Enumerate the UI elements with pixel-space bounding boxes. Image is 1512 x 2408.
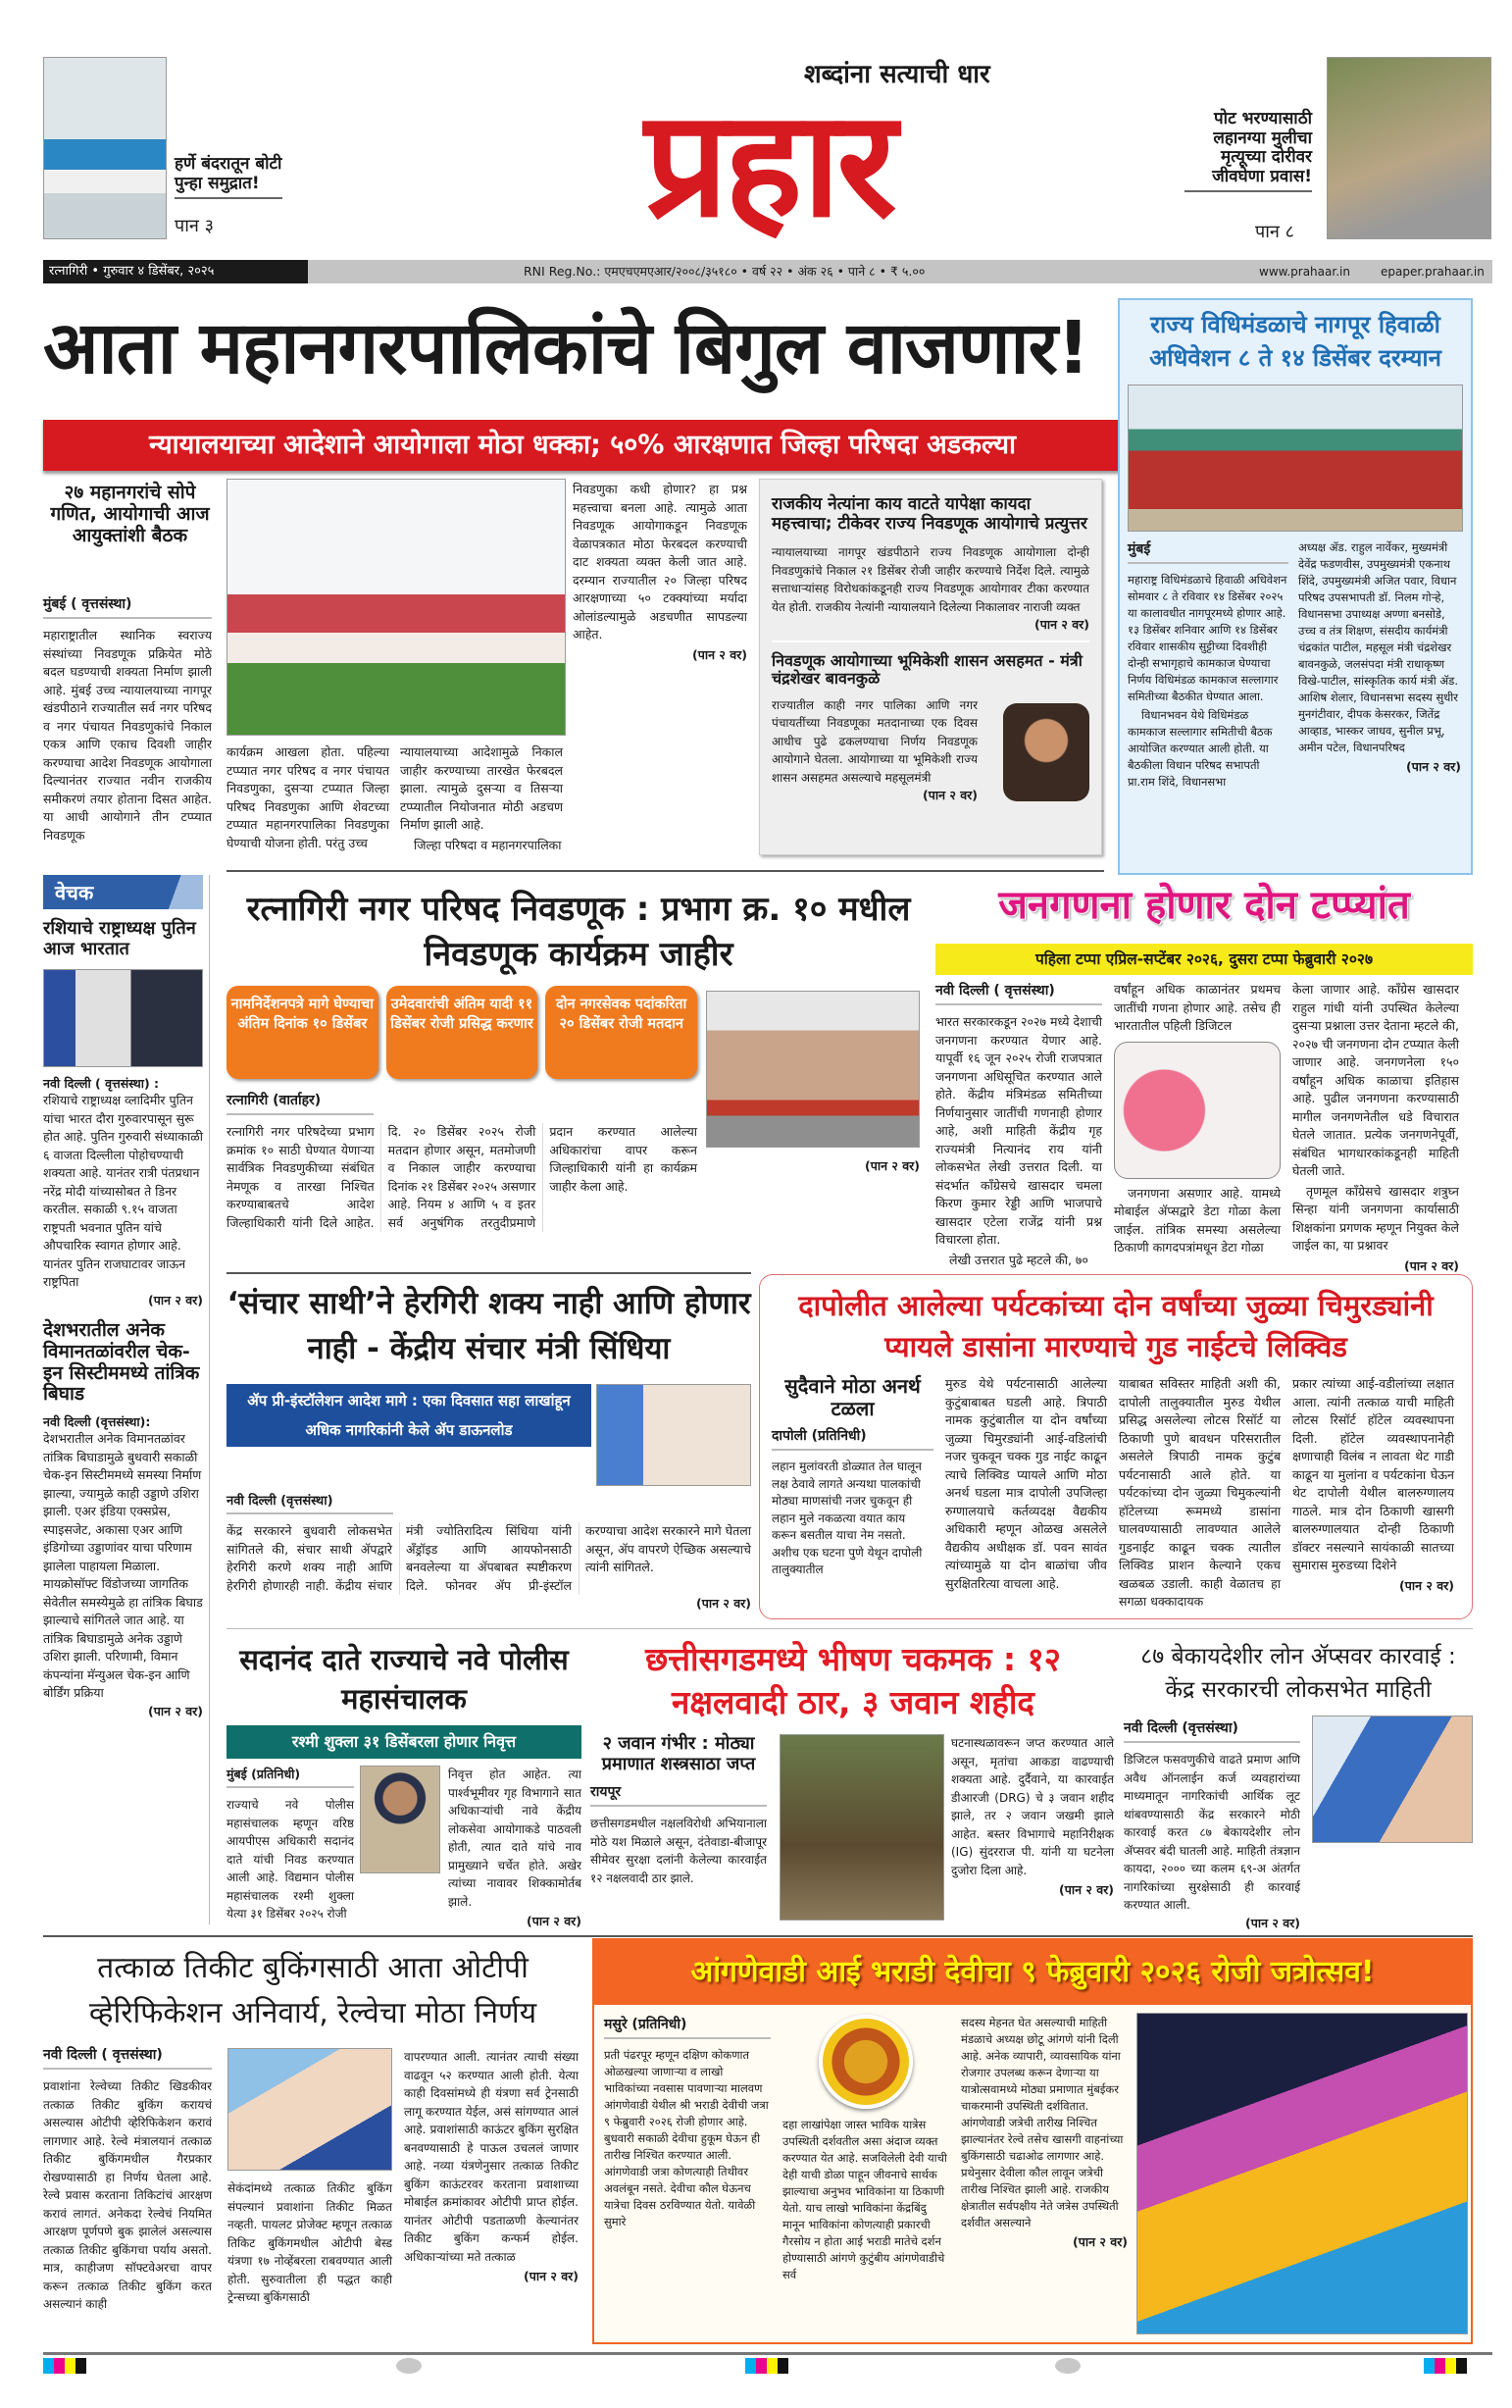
sanchar-subhead: ॲप प्री-इंस्टॉलेशन आदेश मागे : एका दिवसात सहा लाखांहून अधिक नागरिकांनी केले ॲप डाऊनलोड bbox=[227, 1384, 591, 1447]
census-headline[interactable]: जनगणना होणार दोन टप्प्यांत bbox=[998, 883, 1410, 928]
dapoli-col4 bbox=[1292, 1375, 1454, 1612]
edition-date: रत्नागिरी • गुरुवार ४ डिसेंबर, २०२५ bbox=[43, 260, 308, 283]
loan-text: डिजिटल फसवणुकीचे वाढते प्रमाण आणि अवैध ऑनलाईन कर्ज व्यवहारांच्या माध्यमातून नागरिकांची आर्थिक लूट थांबवण्यासाठी केंद्र सरकारने मोठी कारवाई करत ८७ बेकायदेशीर लोन ॲप्सवर बंदी घातली आहे. माहिती तंत्रज्ञान कायदा, २००० च्या कलम ६९-अ अंतर्गत नागरिकांच्या सुरक्षेसाठी ही कारवाई करण्यात आली. bbox=[1124, 1753, 1300, 1912]
dgp-headline[interactable]: सदानंद दाते राज्याचे नवे पोलीस महासंचालक bbox=[239, 1643, 569, 1716]
dapoli-side-headline[interactable]: सुदैवाने मोठा अनर्थ टळला bbox=[784, 1374, 921, 1420]
court-box-headline[interactable]: राजकीय नेत्यांना काय वाटते यापेक्षा कायदा महत्त्वाचा; टीकेवर राज्य निवडणूक आयोगाचे प्रत्युत्तर bbox=[772, 494, 1087, 534]
lead-banner: न्यायालयाच्या आदेशाने आयोगाला मोठा धक्का; ५०% आरक्षणात जिल्हा परिषदा अडकल्या bbox=[43, 420, 1122, 471]
dapoli-col3-text: याबाबत सविस्तर माहिती अशी की, दापोली तालुक्यातील मुरुड येथील प्रसिद्ध असलेल्या लोटस रिसॉर्ट या ठिकाणी पुणे बावधन परिसरातील असलेले त्रिपाठी नामक कुटुंब पर्यटनासाठी आले होते. या पर्यटकांच्या दोन जुळ्या चिमुकल्यांनी हॉटेलच्या रूममध्ये डासांना घालवण्यासाठी लावण्यात आलेले गुडनाईट काढून चक्क त्यातील लिक्विड प्राशन केल्याने एकच खळबळ उडाली. काही वेळातच हा सगळा धक्कादायक bbox=[1119, 1376, 1281, 1609]
sanchar-dateline: नवी दिल्ली (वृत्तसंस्था) bbox=[227, 1491, 393, 1514]
dgp-col2 bbox=[448, 1766, 581, 1931]
municipal-building-photo bbox=[706, 991, 920, 1148]
tatkal-col2: सेकंदांमध्ये तत्काळ तिकीट बुकिंग संपल्यानं प्रवाशांना तिकीट मिळत नव्हती. पायलट प्रोजेक्ट म्हणून तत्काळ तिकिट बुकिंगमधील ओटीपी बेस्ड यंत्रणा १७ नोव्हेंबरला राबवण्यात आली होती. सुरुवातीला ही पद्धत काही ट्रेन्सच्या बुकिंगसाठी bbox=[227, 2181, 392, 2304]
dgp-col1-text: राज्याचे नवे पोलीस महासंचालक म्हणून वरिष्ठ आयपीएस अधिकारी सदानंद दाते यांची निवड करण्यात आली आहे. विद्यमान पोलीस महासंचालक रश्मी शुक्ला येत्या ३१ डिसेंबर २०२५ रोजी bbox=[227, 1798, 354, 1921]
dapoli-col4-text: प्रकार त्यांच्या आई-वडीलांच्या लक्षात आला. त्यांनी तत्काळ याची माहिती लोटस रिसॉर्ट हॉटेल व्यवस्थापना दिली. हॉटेल व्यवस्थापनानेही क्षणाचाही विलंब न लावता थेट गाडी काढून या मुलांना व पर्यटकांना घेऊन थेट दापोली येथील बालरुग्णालय गाठले. मात्र दोन ठिकाणी खासगी बालरुग्णालयात दोन्ही ठिकाणी डॉक्टर नसल्याने सायंकाळी सातच्या सुमारास मुरुडच्या दिशेने bbox=[1292, 1376, 1454, 1572]
bawankule-text: राज्यातील काही नगर पालिका आणि नगर पंचायतींच्या निवडणूका मतदानाच्या एक दिवस आधीच पुढे ढकलण्याचा निर्णय निवडणूक आयोगाने घेतला. आयोगाच्या या भूमिकेशी राज्य शासन असहमत असल्याचे महसूलमंत्री bbox=[772, 697, 978, 785]
continued-marker: (पान २ वर) bbox=[1404, 1257, 1459, 1273]
dapoli-box bbox=[759, 1274, 1473, 1619]
dgp-subhead: रश्मी शुक्ला ३१ डिसेंबरला होणार निवृत्त bbox=[227, 1725, 581, 1759]
census-col3-text: केला जाणार आहे. काँग्रेस खासदार राहुल गांधी यांनी उपस्थित केलेल्या दुसऱ्या प्रश्नाला उत्तर देताना म्हटले की, २०२७ ची जनगणना दोन टप्प्यात केली जाणार आहे. जनगणनेला १५० वर्षांहून अधिक काळाचा इतिहास आहे. पुढील जनगणना करण्यासाठी मागील जनगणनेतील धडे विचारात घेतले जातात. प्रत्येक जनगणनेपूर्वी, संबंधित भागधारकांकडूनही माहिती घेतली जाते. bbox=[1292, 982, 1459, 1178]
naxal-col1-text: छत्तीसगडमधील नक्षलविरोधी अभियानाला मोठे यश मिळाले असून, दंतेवाडा-बीजापूर सीमेवर सुरक्षा दलांनी केलेल्या कारवाईत १२ नक्षलवादी ठार झाले. bbox=[590, 1817, 767, 1885]
angnewadi-col1-text: प्रती पंढरपूर म्हणून दक्षिण कोकणात ओळखल्या जाणाऱ्या व लाखो भाविकांच्या नवसास पावणाऱ्या मालवण आंगणेवाडी येथील श्री भराडी देवीची जत्रा ९ फेब्रुवारी २०२६ रोजी होणार आहे. बुधवारी सकाळी देवीचा हुकूम घेऊन ही तारीख निश्चित करण्यात आली. आंगणेवाडी जत्रा कोणत्याही तिथीवर अवलंबून नसते. देवीचा कौल घेऊनच यात्रेचा दिवस ठरविण्यात येतो. यावेळी सुमारे bbox=[604, 2048, 769, 2229]
angnewadi-headline[interactable]: आंगणेवाडी आई भराडी देवीचा ९ फेब्रुवारी २०२६ रोजी जत्रोत्सव! bbox=[594, 1940, 1471, 2005]
encounter-photo bbox=[780, 1734, 944, 1921]
court-box bbox=[759, 479, 1102, 855]
continued-marker: (पान २ वर) bbox=[865, 1158, 920, 1173]
sanchar-body bbox=[227, 1491, 751, 1612]
dgp-col2-text: निवृत्त होत आहेत. त्या पार्श्वभूमीवर गृह विभागाने सात अधिकाऱ्यांची नावे केंद्रीय लोकसेवा आयोगाकडे पाठवली होती, त्यात दाते यांचे नाव प्रामुख्याने चर्चेत होते. अखेर त्यांच्या नावावर शिक्कामोर्तब झाले. bbox=[448, 1768, 581, 1909]
color-registration-mark bbox=[745, 2358, 788, 2374]
sadanand-date-photo bbox=[360, 1766, 440, 1873]
right-teaser[interactable]: पोट भरण्यासाठी लहानग्या मुलीचा मृत्यूच्या दोरीवर जीवघेणा प्रवास! bbox=[1184, 110, 1312, 192]
angnewadi-box bbox=[592, 1938, 1473, 2344]
tagline: शब्दांना सत्याची धार bbox=[804, 60, 990, 89]
website-link[interactable]: www.prahaar.in bbox=[1259, 265, 1350, 279]
naxal-col1 bbox=[590, 1734, 767, 1887]
court-box-text: न्यायालयाच्या नागपूर खंडपीठाने राज्य निवडणूक आयोगाला दोन्ही निवडणुकांचे निकाल २१ डिसेंबर रोजी जाहीर करण्याचे निर्देश दिले. त्यामुळे सत्ताधाऱ्यांसह विरोधकांकडूनही राज्य निवडणूक आयोगावर टीका करण्यात येत होती. राजकीय नेत्यांनी न्यायालयाने दिलेल्या निकालावर नाराजी व्यक्त bbox=[772, 545, 1089, 614]
otp-phone-photo bbox=[227, 2048, 392, 2171]
tatkal-dateline: नवी दिल्ली ( वृत्तसंस्था) bbox=[43, 2045, 212, 2070]
loan-headline[interactable]: ८७ बेकायदेशीर लोन ॲप्सवर कारवाई : केंद्र सरकारची लोकसभेत माहिती bbox=[1140, 1644, 1456, 1703]
epaper-link[interactable]: epaper.prahaar.in bbox=[1381, 265, 1485, 279]
session-col2 bbox=[1298, 539, 1461, 793]
census-dateline: नवी दिल्ली ( वृत्तसंस्था) bbox=[935, 981, 1102, 1005]
census-col2 bbox=[1114, 981, 1281, 1275]
continued-marker: (पान २ वर) bbox=[527, 1914, 581, 1928]
vechak-text: रशियाचे राष्ट्राध्यक्ष व्लादिमीर पुतिन यांचा भारत दौरा गुरुवारपासून सुरू होत आहे. पुतिन गुरुवारी संध्याकाळी ६ वाजता दिल्लीला पोहोचण्याची शक्यता आहे. यानंतर रात्री पंतप्रधान नरेंद्र मोदी यांच्यासोबत ते डिनर करतील. सकाळी ९.१५ वाजता राष्ट्रपती भवनात पुतिन यांचे औपचारिक स्वागत होणार आहे. यानंतर पुतिन राजघाटावर जाऊन राष्ट्रपिता bbox=[43, 1093, 203, 1290]
session-col1b-text: विधानभवन येथे विधिमंडळ कामकाज सल्लागार समितीची बैठक आयोजित करण्यात आली होती. या बैठकीला विधान परिषद सभापती प्रा.राम शिंदे, विधानसभा bbox=[1128, 708, 1273, 789]
ratnagiri-cont bbox=[706, 1157, 920, 1174]
census-col3b-text: तृणमूल काँग्रेसचे खासदार शत्रुघ्न सिन्हा यांनी जनगणना कार्यासाठी शिक्षकांना प्रगणक म्हणून नियुक्त केले जाईल का, या प्रश्नावर bbox=[1292, 1183, 1459, 1253]
lead-side-headline[interactable]: २७ महानगरांचे सोपे गणित, आयोगाची आज आयुक्तांशी बैठक bbox=[50, 482, 210, 546]
divider bbox=[43, 1935, 1473, 1937]
census-col1-text: भारत सरकारकडून २०२७ मध्ये देशाची जनगणना करण्यात येणार आहे. यापूर्वी १६ जून २०२५ रोजी राजपत्रात जनगणना अधिसूचित करण्यात आले होते. केंद्रीय मंत्रिमंडळ समितीच्या निर्णयानुसार जातींची गणनाही होणार आहे, अशी माहिती केंद्रीय गृह राज्यमंत्री नित्यानंद राय यांनी लोकसभेत लेखी उत्तरात दिली. या संदर्भात काँग्रेसचे खासदार चमला किरण कुमार रेड्डी आणि भाजपाचे खासदार एटेला राजेंद्र यांनी प्रश्न विचारला होता. bbox=[935, 1014, 1102, 1247]
naxal-col2-text: घटनास्थळावरून जप्त करण्यात आले असून, मृतांचा आकडा वाढण्याची शक्यता आहे. दुर्दैवाने, या कारवाईत डीआरजी (DRG) चे ३ जवान शहीद झाले, तर २ जवान जखमी झाले आहेत. बस्तर विभागाचे महानिरीक्षक (IG) सुंदरराज पी. यांनी या घटनेला दुजोरा दिला आहे. bbox=[951, 1736, 1114, 1877]
girl-rope-photo bbox=[1327, 57, 1491, 239]
final-list-box: उमेदवारांची अंतिम यादी ११ डिसेंबर रोजी प्रसिद्ध करणार bbox=[386, 986, 538, 1079]
ratnagiri-text: रत्नागिरी नगर परिषदेच्या प्रभाग क्रमांक १० साठी घेण्यात येणाऱ्या सार्वत्रिक निवडणुकीच्या संबंधित नेमणूक व तारखा निश्चित करण्याबाबतचे आदेश जिल्हाधिकारी यांनी दिले आहेत. दि. २० डिसेंबर २०२५ रोजी मतदान होणार असून, मतमोजणी व निकाल जाहीर करण्याचा दिनांक २१ डिसेंबर २०२५ असणार आहे. नियम ४ आणि ५ व इतर सर्व अनुषंगिक तरतुदीप्रमाणे प्रदान करण्यात आलेल्या अधिकारांचा वापर करून जिल्हाधिकारी यांनी हा कार्यक्रम जाहीर केला आहे. bbox=[227, 1124, 697, 1230]
naxal-col2 bbox=[951, 1734, 1114, 1900]
tatkal-col1 bbox=[43, 2045, 212, 2314]
session-col2-text: अध्यक्ष ॲड. राहुल नार्वेकर, मुख्यमंत्री देवेंद्र फडणवीस, उपमुख्यमंत्री एकनाथ शिंदे, उपमुख्यमंत्री अजित पवार, विधान परिषद उपसभापती डॉ. निलम गोऱ्हे, विधानसभा उपाध्यक्ष अण्णा बनसोडे, उच्च व तंत्र शिक्षण, संसदीय कार्यमंत्री चंद्रकांत पाटील, महसूल मंत्री चंद्रशेखर बावनकुळे, जलसंपदा मंत्री राधाकृष्ण विखे-पाटील, सांस्कृतिक कार्य मंत्री ॲड. आशिष शेलार, विधानसभा सदस्य सुधीर मुनगंटीवार, दीपक केसरकर, जितेंद्र आव्हाड, भास्कर जाधव, सुनील प्रभू, अमीन पटेल, विधानपरिषद bbox=[1298, 540, 1458, 754]
footer-rule bbox=[43, 2352, 1492, 2355]
lead-col4-text: निवडणुका कधी होणार? हा प्रश्न महत्त्वाचा बनला आहे. त्यामुळे आता निवडणूक आयोगाकडून निवडणूक वेळापत्रकात मोठा फेरबदल करण्याची दाट शक्यता व्यक्त केली जात आहे. दरम्यान राज्यातील २० जिल्हा परिषद आरक्षणाच्या ५० टक्क्यांच्या मर्यादा ओलांडल्यामुळे अडचणीत सापडल्या आहेत. bbox=[573, 482, 747, 641]
dgp-col1 bbox=[227, 1766, 354, 1923]
continued-marker: (पान २ वर) bbox=[524, 2269, 579, 2283]
dapoli-headline[interactable]: दापोलीत आलेल्या पर्यटकांच्या दोन वर्षांच्या जुळ्या चिमुरड्यांनी प्यायले डासांना मारण्याचे गुड नाईटचे लिक्विड bbox=[798, 1289, 1434, 1363]
continued-marker: (पान २ वर) bbox=[1399, 1577, 1454, 1593]
continued-marker: (पान २ वर) bbox=[1059, 1882, 1114, 1897]
lead-col3 bbox=[400, 743, 563, 856]
ratnagiri-body bbox=[227, 1091, 697, 1232]
angnewadi-col3-text: सदस्य मेहनत घेत असल्याची माहिती मंडळाचे अध्यक्ष छोटू आंगणे यांनी दिली आहे. अनेक व्यापारी, व्यावसायिक यांना रोजगार उपलब्ध करून देणाऱ्या या यात्रोत्सवामध्ये मोठ्या प्रमाणात मुंबईकर चाकरमानी उपस्थिती दर्शवितात. आंगणेवाडी जत्रेची तारीख निश्चित झाल्यानंतर रेल्वे तसेच खासगी वाहनांच्या बुकिंगसाठी चढाओढ लागणार आहे. प्रथेनुसार देवीला कौल लावून जत्रेची तारीख निश्चित झाली आहे. राजकीय क्षेत्रातील सर्वपक्षीय नेते जत्रेस उपस्थिती दर्शवीत असल्याने bbox=[961, 2016, 1124, 2229]
left-teaser-page: पान ३ bbox=[175, 216, 214, 236]
bawankule-photo bbox=[1003, 703, 1089, 801]
continued-marker: (पान २ वर) bbox=[1406, 759, 1461, 774]
divider bbox=[227, 870, 1104, 872]
session-dateline: मुंबई bbox=[1128, 539, 1288, 564]
vechak-dateline: नवी दिल्ली ( वृत्तसंस्था) : bbox=[43, 1076, 160, 1092]
naxal-dateline: रायपूर bbox=[590, 1782, 767, 1807]
census-col1 bbox=[935, 981, 1102, 1275]
continued-marker: (पान २ वर) bbox=[148, 1292, 203, 1307]
deadline-box: नामनिर्देशनपत्रे मागे घेण्याचा अंतिम दिनांक १० डिसेंबर bbox=[227, 986, 378, 1079]
vidhan-bhavan-photo bbox=[1128, 384, 1463, 532]
tatkal-headline[interactable]: तत्काळ तिकीट बुकिंगसाठी आता ओटीपी व्हेरिफिकेशन अनिवार्य, रेल्वेचा मोठा निर्णय bbox=[88, 1951, 537, 2030]
bawankule-box bbox=[772, 640, 1089, 803]
lead-dateline: मुंबई ( वृत्तसंस्था) bbox=[43, 594, 212, 619]
supreme-court-photo bbox=[227, 479, 566, 736]
india-map-illustration bbox=[1114, 1042, 1281, 1179]
continued-marker: (पान २ वर) bbox=[923, 788, 978, 803]
left-teaser[interactable]: हर्णे बंदरातून बोटी पुन्हा समुद्रात! bbox=[175, 155, 282, 199]
census-body bbox=[935, 981, 1473, 1275]
sanchar-headline[interactable]: ‘संचार साथी’ने हेरगिरी शक्य नाही आणि होणार नाही - केंद्रीय संचार मंत्री सिंधिया bbox=[227, 1286, 751, 1366]
naxal-headline[interactable]: छत्तीसगडमध्ये भीषण चकमक : १२ नक्षलवादी ठार, ३ जवान शहीद bbox=[645, 1640, 1061, 1721]
continued-marker: (पान २ वर) bbox=[148, 1703, 203, 1718]
census-col2a-text: वर्षांहून अधिक काळानंतर प्रथमच जातींची गणना होणार आहे. तसेच ही भारतातील पहिली डिजिटल bbox=[1114, 982, 1281, 1033]
census-col3 bbox=[1292, 981, 1459, 1275]
divider bbox=[227, 1628, 1473, 1629]
dapoli-col1 bbox=[772, 1375, 933, 1612]
session-headline[interactable]: राज्य विधिमंडळाचे नागपूर हिवाळी अधिवेशन ८ ते १४ डिसेंबर दरम्यान bbox=[1149, 311, 1441, 372]
dapoli-col2-text: मुरुड येथे पर्यटनासाठी आलेल्या कुटुंबाबाबत घडली आहे. त्रिपाठी नामक कुटुंबातील या दोन वर्षांच्या जुळ्या चिमुरड्यांनी आई-वडिलांची नजर चुकवून चक्क गुड नाईट काढून त्याचे लिक्विड प्यायले आणि मोठा अनर्थ घडला मात्र दापोली उपजिल्हा रुग्णालयाचे कर्तव्यदक्ष वैद्यकीय अधिकारी म्हणून ओळख असलेले वैद्यकीय अधीक्षक डॉ. पवन सावंत त्यांच्यामुळे या दोन बाळांचा जीव सुरक्षितरित्या वाचला आहे. bbox=[945, 1376, 1107, 1591]
divider bbox=[227, 1272, 751, 1274]
angnewadi-col3 bbox=[961, 2015, 1128, 2283]
temple-lights-photo bbox=[1136, 2013, 1468, 2334]
tatkal-col1-text: प्रवाशांना रेल्वेच्या तिकीट खिडकीवर तत्काळ तिकीट बुकिंग करायचं असल्यास ओटीपी व्हेरिफिकेशन करावं लागणार आहे. रेल्वे मंत्रालयानं तत्काळ तिकीट बुकिंगमधील गैरप्रकार रोखण्यासाठी हा निर्णय घेतला आहे. रेल्वे प्रवास करताना तिकिटांचं आरक्षण करावं लागतं. अनेकदा रेल्वेचं नियमित आरक्षण पूर्णपणे बुक झालेलं असल्यास तत्काळ तिकीट बुकिंगचा पर्याय असतो. मात्र, काहीजण सॉफ्टवेअरचा वापर करून तत्काळ तिकीट बुकिंग करत असल्यानं काही bbox=[43, 2079, 212, 2311]
session-col1 bbox=[1128, 539, 1288, 793]
right-teaser-page: पान ८ bbox=[1255, 222, 1294, 242]
airports-headline[interactable]: देशभरातील अनेक विमानतळांवरील चेक-इन सिस्टीममध्ये तांत्रिक बिघाड bbox=[43, 1318, 200, 1406]
scindia-photo bbox=[596, 1384, 751, 1486]
vechak-column bbox=[43, 875, 210, 1924]
lead-col3-text: न्यायालयाच्या आदेशामुळे निकाल जाहीर करण्याच्या तारखेत फेरबदल झाला. त्यामुळे दुसऱ्या व तिसऱ्या टप्प्यातील नियोजनात मोठी अडचण निर्माण झाली आहे. bbox=[400, 744, 563, 832]
naxal-side-headline[interactable]: २ जवान गंभीर : मोठ्या प्रमाणात शस्त्रसाठा जप्त bbox=[601, 1733, 756, 1774]
dgp-dateline: मुंबई (प्रतिनिधी) bbox=[227, 1766, 354, 1788]
dapoli-dateline: दापोली (प्रतिनिधी) bbox=[772, 1426, 933, 1451]
angnewadi-dateline: मसुरे (प्रतिनिधी) bbox=[604, 2015, 771, 2039]
airports-dateline: नवी दिल्ली (वृत्तसंस्था): bbox=[43, 1414, 151, 1430]
continued-marker: (पान २ वर) bbox=[696, 1596, 751, 1611]
color-registration-mark bbox=[1424, 2358, 1467, 2374]
continued-marker: (पान २ वर) bbox=[1034, 617, 1089, 633]
lead-col3b-text: जिल्हा परिषदा व महानगरपालिका bbox=[414, 837, 562, 852]
registration-oval bbox=[1055, 2358, 1081, 2374]
continued-marker: (पान २ वर) bbox=[1245, 1915, 1300, 1930]
ratnagiri-headline[interactable]: रत्नागिरी नगर परिषद निवडणूक : प्रभाग क्र. १० मधील निवडणूक कार्यक्रम जाहीर bbox=[246, 890, 911, 974]
loan-app-phone-photo bbox=[1312, 1716, 1473, 1843]
rni-info: RNI Reg.No.: एमएचएमएआर/२००८/३५१८० • वर्ष २२ • अंक २६ • पाने ८ • ₹ ५.०० bbox=[524, 264, 926, 279]
color-registration-mark bbox=[43, 2358, 86, 2374]
logo: प्रहार bbox=[644, 90, 893, 239]
tatkal-col3-text: वापरण्यात आली. त्यानंतर त्याची संख्या वाढवून ५२ करण्यात आली होती. येत्या काही दिवसांमध्ये ही यंत्रणा सर्व ट्रेनसाठी लागू करण्यात येईल, असं सांगण्यात आलं आहे. प्रवाशांसाठी काऊंटर बुकिंग सुरक्षित बनवण्यासाठी हे पाऊल उचललं जाणार आहे. नव्या यंत्रणेनुसार तत्काळ तिकीट बुकिंग काऊंटरवर करताना प्रवाशाच्या मोबाईल क्रमांकावर ओटीपी प्राप्त होईल. यानंतर ओटीपी पडताळणी केल्यानंतर तिकीट बुकिंग कन्फर्म होईल. अधिकाऱ्यांच्या मते तत्काळ bbox=[404, 2050, 579, 2264]
ratnagiri-boxes bbox=[227, 986, 697, 1079]
info-bar bbox=[43, 260, 1492, 283]
bharadi-devi-idol-photo bbox=[819, 2015, 913, 2109]
continued-marker: (पान २ वर) bbox=[692, 646, 747, 662]
angnewadi-col2-text: दहा लाखांपेक्षा जास्त भाविक यात्रेस उपस्थिती दर्शवतील असा अंदाज व्यक्त करण्यात येत आहे. सजविलेली देवी याची देही याची डोळा पाहून जीवनाचे सार्थक झाल्याचा अनुभव भाविकांना या ठिकाणी येतो. याच लाखो भाविकांना केंद्रबिंदु मानून भाविकांना कोणत्याही प्रकारची गैरसोय न होता आई भराडी मातेचे दर्शन होण्यासाठी आंगणे कुटुंबीय आंगणेवाडीचे सर्व bbox=[782, 2118, 947, 2281]
bawankule-headline[interactable]: निवडणूक आयोगाच्या भूमिकेशी शासन असहमत - मंत्री चंद्रशेखर बावनकुळे bbox=[772, 651, 1083, 689]
session-box bbox=[1118, 298, 1473, 875]
census-col1b-text: लेखी उत्तरात पुढे म्हटले की, ७० bbox=[949, 1252, 1088, 1267]
lead-col1 bbox=[43, 594, 212, 845]
loan-body bbox=[1124, 1718, 1300, 1931]
census-col2b-text: जनगणना असणार आहे. यामध्ये मोबाईल ॲप्सद्वारे डेटा गोळा केला जाईल. तांत्रिक समस्या असलेल्या ठिकाणी कागदपत्रांमधून डेटा गोळा bbox=[1114, 1185, 1281, 1255]
lead-col4 bbox=[573, 481, 747, 664]
tatkal-col3 bbox=[404, 2048, 579, 2286]
census-subhead: पहिला टप्पा एप्रिल-सप्टेंबर २०२६, दुसरा टप्पा फेब्रुवारी २०२७ bbox=[935, 944, 1473, 975]
loan-dateline: नवी दिल्ली (वृत्तसंस्था) bbox=[1124, 1718, 1300, 1743]
sanchar-text: केंद्र सरकारने बुधवारी लोकसभेत सांगितले की, संचार साथी ॲपद्वारे हेरगिरी करणे शक्य नाही आणि हेरगिरी होणारही नाही. केंद्रीय संचार मंत्री ज्योतिरादित्य सिंधिया यांनी अँड्रॉइड आणि आयफोनसाठी बनवलेल्या या ॲपबाबत स्पष्टीकरण दिले. फोनवर ॲप प्री-इंस्टॉल करण्याचा आदेश सरकारने मागे घेतला असून, ॲप वापरणे ऐच्छिक असल्याचे त्यांनी सांगितले. bbox=[227, 1523, 751, 1593]
registration-oval bbox=[396, 2358, 422, 2374]
session-col1-text: महाराष्ट्र विधिमंडळाचे हिवाळी अधिवेशन सोमवार ८ ते रविवार १४ डिसेंबर २०२५ या कालावधीत नागपूरमध्ये होणार आहे. १३ डिसेंबर शनिवार आणि १४ डिसेंबर रविवार शासकीय सुट्टीच्या दिवशीही दोन्ही सभागृहाचे कामकाज घेण्याचा निर्णय विधिमंडळ कामकाज सल्लागार समितीच्या बैठकीत घेण्यात आला. bbox=[1128, 573, 1287, 703]
dapoli-col1-text: लहान मुलांवरती डोळ्यात तेल घालून लक्ष ठेवावे लागते अन्यथा पालकांची मोठ्या माणसांची नजर चुकवून ही लहान मुले नकळत्या वयात काय करून बसतील याचा नेम नसतो. अशीच एक घटना पुणे येथून दापोली तालुक्यातील bbox=[772, 1460, 923, 1576]
vechak-headline[interactable]: रशियाचे राष्ट्राध्यक्ष पुतिन आज भारतात bbox=[43, 918, 196, 959]
vechak-label: वेचक bbox=[43, 875, 203, 909]
angnewadi-col2 bbox=[782, 2015, 949, 2283]
lead-headline[interactable]: आता महानगरपालिकांचे बिगुल वाजणार! bbox=[43, 306, 1089, 390]
angnewadi-col1 bbox=[604, 2015, 771, 2283]
ratnagiri-dateline: रत्नागिरी (वार्ताहर) bbox=[227, 1091, 374, 1115]
airports-text: देशभरातील अनेक विमानतळांवर तांत्रिक बिघाडामुळे बुधवारी सकाळी चेक-इन सिस्टीममध्ये समस्या निर्माण झाल्या, ज्यामुळे काही उड्डाणे उशिरा झाली. एअर इंडिया एक्सप्रेस, स्पाइसजेट, अकासा एअर आणि इंडिगोच्या उड्डाणांवर याचा परिणाम झालेला पाहायला मिळाला. मायक्रोसॉफ्ट विंडोजच्या जागतिक सेवेतील समस्येमुळे हा तांत्रिक बिघाड झाल्याचे सांगितले जात आहे. या तांत्रिक बिघाडामुळे अनेक उड्डाणे उशिरा झाली. परिणामी, विमान कंपन्यांना मॅन्युअल चेक-इन आणि बोर्डिंग प्रक्रिया bbox=[43, 1431, 203, 1701]
lead-col1-text: महाराष्ट्रातील स्थानिक स्वराज्य संस्थांच्या निवडणूक प्रक्रियेत मोठे बदल घडण्याची शक्यता निर्माण झाली आहे. मुंबई उच्च न्यायालयाच्या नागपूर खंडपीठाने राज्यातील सर्व नगर परिषद व नगर पंचायत निवडणुकांचे निकाल एकत्र आणि एकाच दिवशी जाहीर करण्याचा आदेश निवडणूक आयोगाला दिल्यानंतर राज्यात नवीन राजकीय समीकरणं तयार होताना दिसत आहेत. या आधी आयोगाने तीन टप्प्यात निवडणूक bbox=[43, 628, 212, 843]
lead-col2-text: कार्यक्रम आखला होता. पहिल्या टप्प्यात नगर परिषद व नगर पंचायत निवडणुका, दुसऱ्या टप्प्यात जिल्हा परिषद निवडणुका आणि शेवटच्या टप्प्यात महानगरपालिका निवडणुका घेण्याची योजना होती. परंतु उच्च bbox=[227, 744, 389, 850]
polling-box: दोन नगरसेवक पदांकरिता २० डिसेंबर रोजी मतदान bbox=[545, 986, 697, 1079]
boats-photo bbox=[43, 57, 167, 239]
putin-photo bbox=[43, 969, 203, 1067]
continued-marker: (पान २ वर) bbox=[1073, 2234, 1128, 2249]
